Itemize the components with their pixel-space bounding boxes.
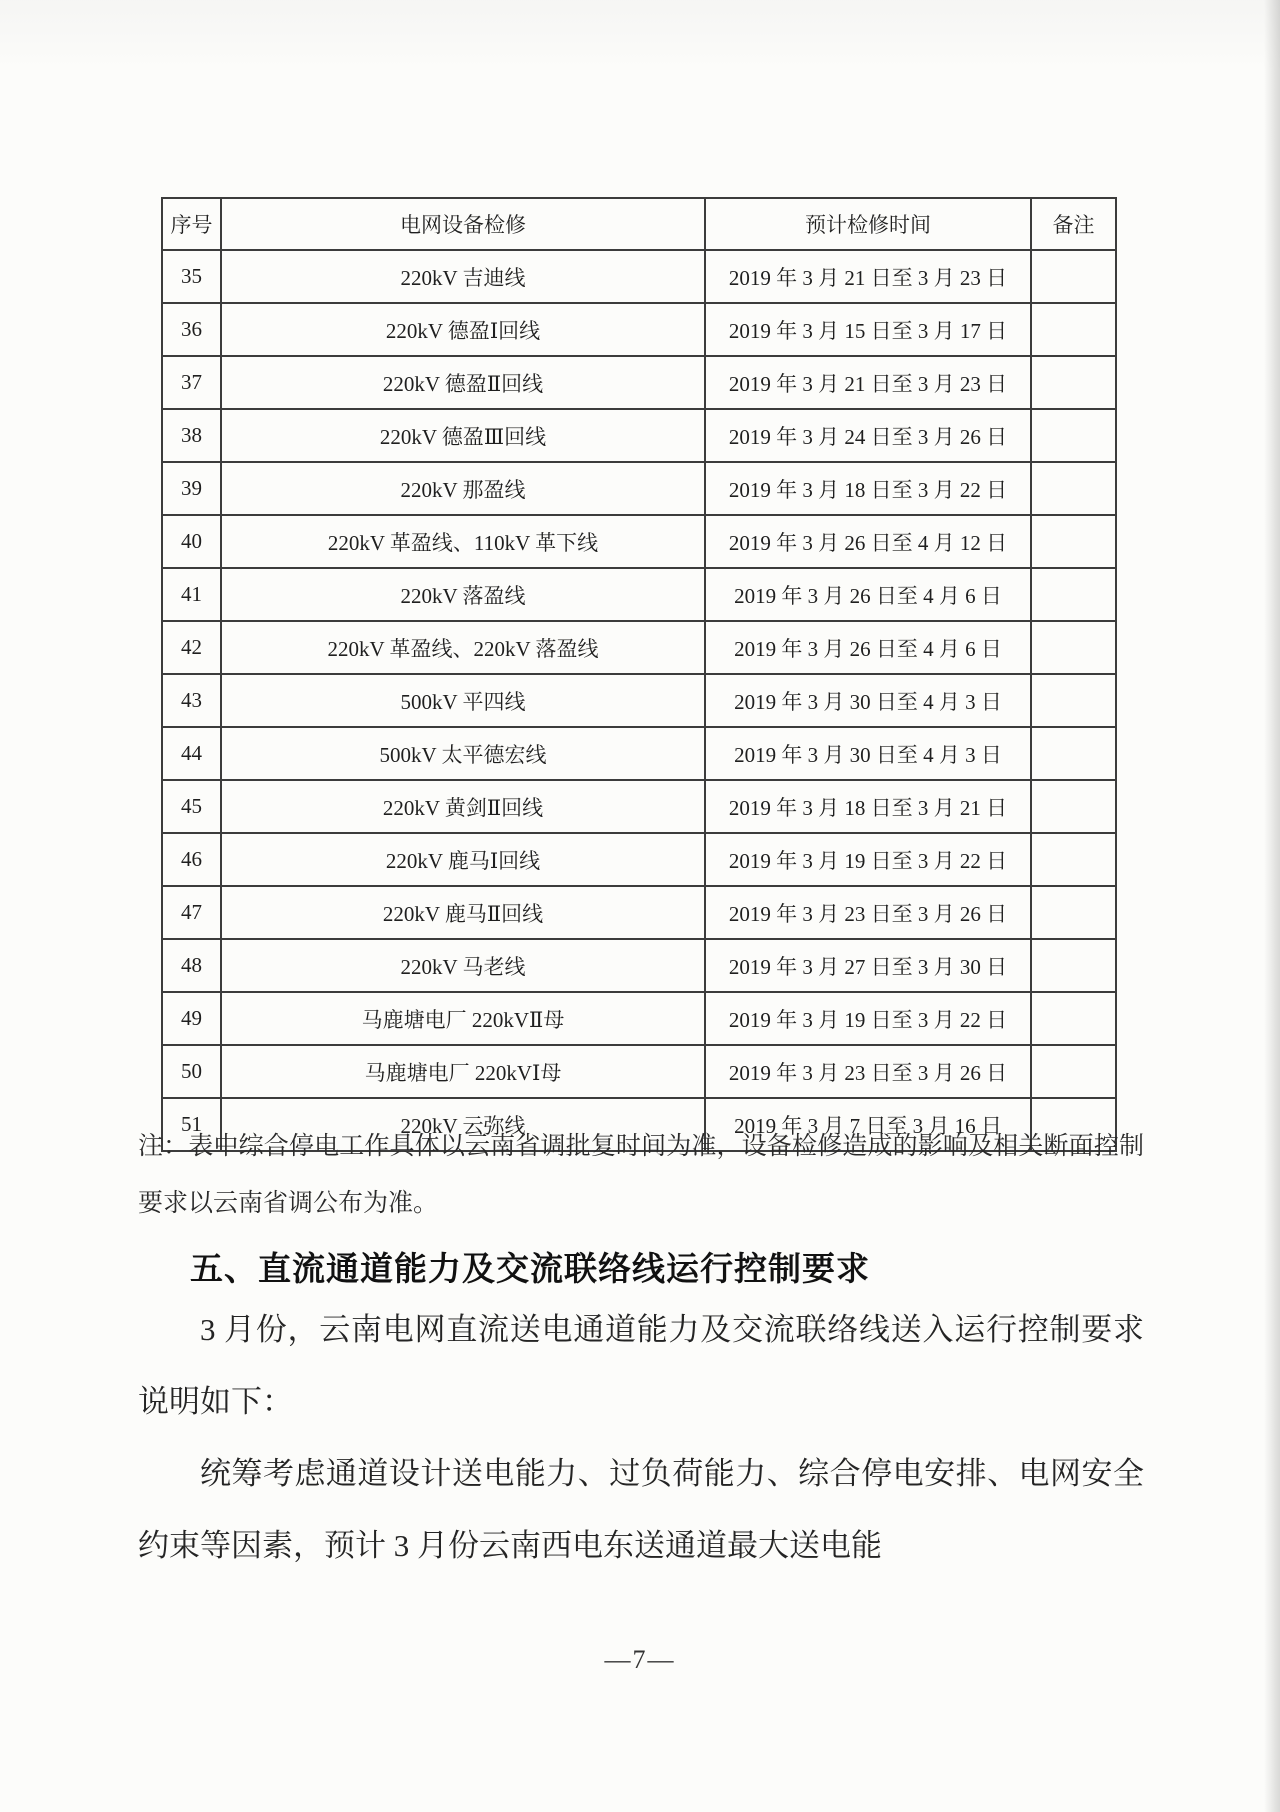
cell-remark xyxy=(1031,886,1116,939)
cell-remark xyxy=(1031,356,1116,409)
paragraph: 3 月份，云南电网直流送电通道能力及交流联络线送入运行控制要求说明如下： xyxy=(138,1312,1144,1419)
cell-time: 2019 年 3 月 15 日至 3 月 17 日 xyxy=(705,303,1031,356)
header-no: 序号 xyxy=(162,198,221,250)
table-row xyxy=(162,356,1116,409)
cell-no: 38 xyxy=(162,409,221,462)
cell-no: 44 xyxy=(162,727,221,780)
cell-remark xyxy=(1031,1045,1116,1098)
table-row xyxy=(162,303,1116,356)
cell-equipment: 220kV 德盈Ⅱ回线 xyxy=(221,356,705,409)
header-remark: 备注 xyxy=(1031,198,1116,250)
cell-no: 45 xyxy=(162,780,221,833)
cell-time: 2019 年 3 月 26 日至 4 月 12 日 xyxy=(705,515,1031,568)
page-number: —7— xyxy=(604,1645,676,1674)
cell-remark xyxy=(1031,939,1116,992)
body-paragraphs xyxy=(138,1294,1144,1582)
cell-time: 2019 年 3 月 18 日至 3 月 21 日 xyxy=(705,780,1031,833)
cell-equipment: 220kV 鹿马Ⅱ回线 xyxy=(221,886,705,939)
cell-no: 35 xyxy=(162,250,221,303)
cell-remark xyxy=(1031,992,1116,1045)
cell-equipment: 220kV 云弥线 xyxy=(221,1098,705,1151)
cell-time: 2019 年 3 月 26 日至 4 月 6 日 xyxy=(705,568,1031,621)
table-row xyxy=(162,833,1116,886)
cell-equipment: 220kV 德盈Ⅰ回线 xyxy=(221,303,705,356)
cell-equipment: 220kV 那盈线 xyxy=(221,462,705,515)
cell-time: 2019 年 3 月 21 日至 3 月 23 日 xyxy=(705,356,1031,409)
cell-time: 2019 年 3 月 26 日至 4 月 6 日 xyxy=(705,621,1031,674)
cell-no: 49 xyxy=(162,992,221,1045)
cell-no: 36 xyxy=(162,303,221,356)
cell-remark xyxy=(1031,515,1116,568)
cell-equipment: 220kV 马老线 xyxy=(221,939,705,992)
cell-remark xyxy=(1031,674,1116,727)
cell-equipment: 220kV 德盈Ⅲ回线 xyxy=(221,409,705,462)
cell-time: 2019 年 3 月 7 日至 3 月 16 日 xyxy=(705,1098,1031,1151)
cell-time: 2019 年 3 月 23 日至 3 月 26 日 xyxy=(705,886,1031,939)
table-row xyxy=(162,250,1116,303)
cell-time: 2019 年 3 月 27 日至 3 月 30 日 xyxy=(705,939,1031,992)
cell-equipment: 500kV 太平德宏线 xyxy=(221,727,705,780)
table-row xyxy=(162,780,1116,833)
cell-time: 2019 年 3 月 19 日至 3 月 22 日 xyxy=(705,833,1031,886)
maintenance-table xyxy=(161,197,1117,1152)
cell-equipment: 220kV 鹿马Ⅰ回线 xyxy=(221,833,705,886)
cell-no: 41 xyxy=(162,568,221,621)
cell-no: 43 xyxy=(162,674,221,727)
paragraph: 统筹考虑通道设计送电能力、过负荷能力、综合停电安排、电网安全约束等因素，预计 3 月份云南西电东送通道最大送电能 xyxy=(138,1456,1144,1563)
cell-time: 2019 年 3 月 30 日至 4 月 3 日 xyxy=(705,727,1031,780)
table-row xyxy=(162,462,1116,515)
cell-equipment: 500kV 平四线 xyxy=(221,674,705,727)
cell-remark xyxy=(1031,303,1116,356)
cell-equipment: 220kV 革盈线、220kV 落盈线 xyxy=(221,621,705,674)
cell-no: 42 xyxy=(162,621,221,674)
cell-equipment: 马鹿塘电厂 220kVⅡ母 xyxy=(221,992,705,1045)
cell-remark xyxy=(1031,409,1116,462)
cell-equipment: 220kV 革盈线、110kV 革下线 xyxy=(221,515,705,568)
table-row xyxy=(162,674,1116,727)
cell-time: 2019 年 3 月 30 日至 4 月 3 日 xyxy=(705,674,1031,727)
cell-equipment: 马鹿塘电厂 220kVⅠ母 xyxy=(221,1045,705,1098)
table-row xyxy=(162,515,1116,568)
table-row xyxy=(162,939,1116,992)
table-row xyxy=(162,409,1116,462)
cell-time: 2019 年 3 月 21 日至 3 月 23 日 xyxy=(705,250,1031,303)
cell-no: 51 xyxy=(162,1098,221,1151)
cell-equipment: 220kV 落盈线 xyxy=(221,568,705,621)
table-row xyxy=(162,621,1116,674)
table-row xyxy=(162,886,1116,939)
cell-no: 46 xyxy=(162,833,221,886)
scan-top-shading xyxy=(0,0,1280,70)
cell-time: 2019 年 3 月 19 日至 3 月 22 日 xyxy=(705,992,1031,1045)
table-row xyxy=(162,1045,1116,1098)
cell-remark xyxy=(1031,250,1116,303)
cell-no: 37 xyxy=(162,356,221,409)
cell-time: 2019 年 3 月 18 日至 3 月 22 日 xyxy=(705,462,1031,515)
cell-no: 47 xyxy=(162,886,221,939)
cell-remark xyxy=(1031,568,1116,621)
table-row xyxy=(162,727,1116,780)
cell-no: 40 xyxy=(162,515,221,568)
scan-right-edge-shadow xyxy=(1264,0,1280,1812)
section-heading: 五、直流通道能力及交流联络线运行控制要求 xyxy=(190,1249,870,1288)
table-footnote: 注：表中综合停电工作具体以云南省调批复时间为准，设备检修造成的影响及相关断面控制要求以云南省调公布为准。 xyxy=(138,1133,1144,1217)
cell-remark xyxy=(1031,621,1116,674)
header-time: 预计检修时间 xyxy=(705,198,1031,250)
cell-time: 2019 年 3 月 24 日至 3 月 26 日 xyxy=(705,409,1031,462)
cell-no: 50 xyxy=(162,1045,221,1098)
header-equipment: 电网设备检修 xyxy=(221,198,705,250)
cell-time: 2019 年 3 月 23 日至 3 月 26 日 xyxy=(705,1045,1031,1098)
table-row xyxy=(162,992,1116,1045)
table-row xyxy=(162,568,1116,621)
cell-no: 48 xyxy=(162,939,221,992)
cell-remark xyxy=(1031,727,1116,780)
cell-equipment: 220kV 黄剑Ⅱ回线 xyxy=(221,780,705,833)
cell-equipment: 220kV 吉迪线 xyxy=(221,250,705,303)
table-header-row xyxy=(162,198,1116,250)
cell-remark xyxy=(1031,462,1116,515)
cell-no: 39 xyxy=(162,462,221,515)
cell-remark xyxy=(1031,780,1116,833)
cell-remark xyxy=(1031,833,1116,886)
